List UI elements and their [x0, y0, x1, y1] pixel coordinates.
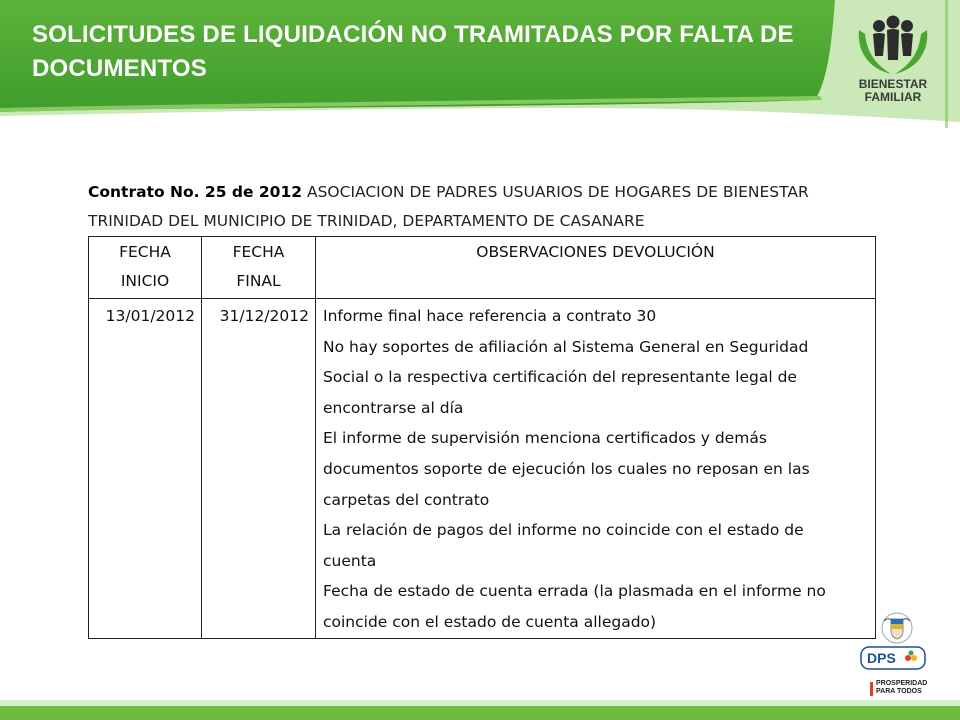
start-date-header [89, 237, 202, 299]
start-date-header-line1: FECHA [119, 243, 171, 261]
observation-line: cuenta [323, 551, 377, 570]
page-title: SOLICITUDES DE LIQUIDACIÓN NO TRAMITADAS POR FALTA DE DOCUMENTOS [32, 21, 794, 82]
observation-line: La relación de pagos del informe no coincide con el estado de [323, 521, 804, 540]
bienestar-familiar-logo [845, 12, 941, 112]
observations-header [316, 237, 876, 299]
start-date-cell: 13/01/2012 [89, 299, 202, 639]
observation-line: documentos soporte de ejecución los cuales no reposan en las [323, 459, 810, 478]
observation-line: carpetas del contrato [323, 490, 490, 509]
dps-logo [860, 646, 926, 670]
contract-description: ASOCIACION DE PADRES USUARIOS DE HOGARES DE BIENESTAR TRINIDAD DEL MUNICIPIO DE TRINIDAD, DEPARTAMENTO DE CASANARE [88, 183, 809, 230]
end-date-header-line1: FECHA [232, 243, 285, 261]
end-date-header [202, 237, 316, 299]
logo-text-line1: BIENESTAR [858, 77, 928, 91]
observation-line: Social o la respectiva certificación del representante legal de [323, 368, 797, 387]
family-hands-icon [845, 12, 941, 78]
observation-line: encontrarse al día [323, 398, 464, 417]
colombia-seal-icon [876, 611, 918, 645]
bottom-band [0, 700, 960, 720]
contract-number: Contrato No. 25 de 2012 [88, 183, 303, 201]
returns-table [88, 236, 876, 639]
table-header-row [89, 237, 876, 299]
end-date-cell: 31/12/2012 [202, 299, 316, 639]
observation-line: Fecha de estado de cuenta errada (la plasmada en el informe no [323, 582, 826, 601]
dps-logo-text: DPS [867, 650, 896, 666]
observation-line: coincide con el estado de cuenta allegado) [323, 612, 657, 631]
table-row [89, 299, 876, 639]
prosperidad-logo [870, 680, 926, 698]
observation-line: Informe final hace referencia a contrato 30 [323, 307, 657, 325]
end-date-header-line2: FINAL [236, 272, 281, 290]
start-date-header-line2: INICIO [120, 272, 170, 290]
contract-heading [88, 178, 878, 236]
observation-line: No hay soportes de afiliación al Sistema General en Seguridad [323, 337, 809, 356]
prosperidad-line1: PROSPERIDAD [876, 680, 928, 687]
observations-header-text: OBSERVACIONES DEVOLUCIÓN [476, 243, 715, 261]
contract-section [88, 178, 878, 639]
observation-line: El informe de supervisión menciona certificados y demás [323, 429, 767, 448]
observations-cell [316, 299, 876, 639]
logo-text-line2: FAMILIAR [864, 90, 922, 104]
prosperidad-line2: PARA TODOS [876, 688, 922, 695]
